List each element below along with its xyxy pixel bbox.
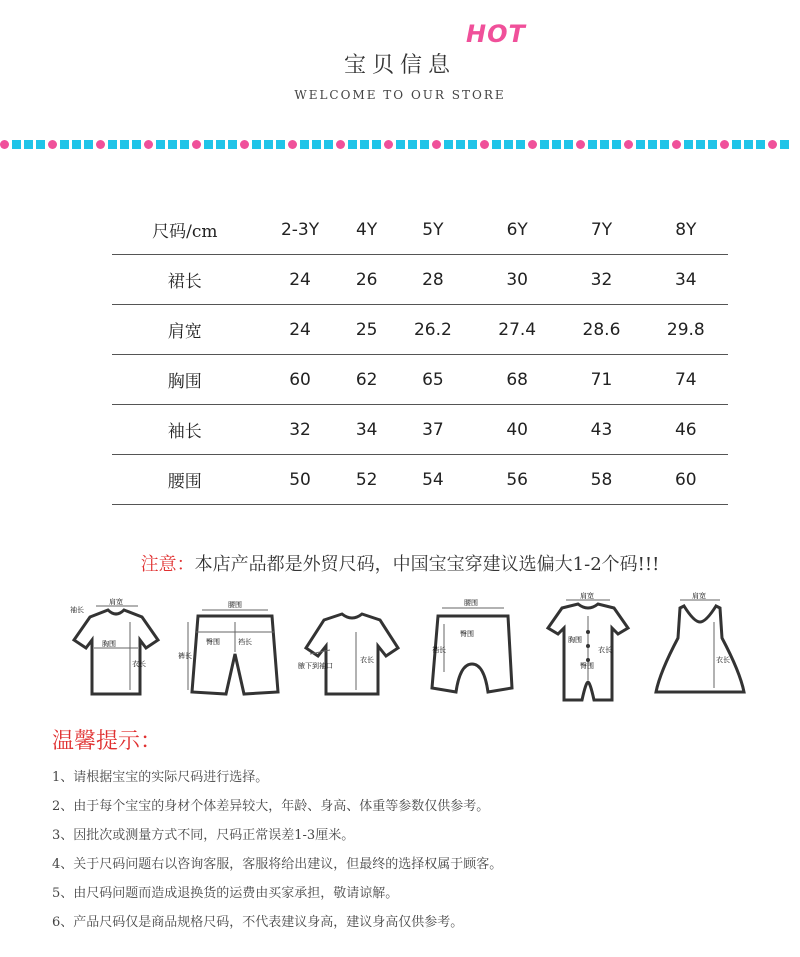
size-table-row-label: 袖长 (112, 405, 258, 455)
divider-dot (228, 140, 237, 149)
label-inseam: 裆长 (238, 638, 252, 646)
tip-item: 1、请根据宝宝的实际尺码进行选择。 (52, 770, 269, 785)
divider-dot (684, 140, 693, 149)
divider-dot (84, 140, 93, 149)
size-table-cell: 74 (644, 355, 728, 405)
divider-dot (0, 140, 9, 149)
divider-dot (612, 140, 621, 149)
size-table-cell: 27.4 (475, 305, 559, 355)
size-table-cell: 54 (391, 455, 475, 505)
size-table-cell: 26.2 (391, 305, 475, 355)
size-table-cell: 8Y (644, 205, 728, 255)
divider-dot (240, 140, 249, 149)
page-title: 宝贝信息 (343, 53, 456, 78)
size-table-row (112, 405, 728, 455)
divider-dot (336, 140, 345, 149)
divider-dot (276, 140, 285, 149)
size-table-row (112, 305, 728, 355)
divider-dot (396, 140, 405, 149)
size-table-cell: 7Y (559, 205, 643, 255)
label-chest: 胸围 (102, 640, 116, 648)
label-dress-shoulder: 肩宽 (692, 592, 706, 600)
divider-dot (456, 140, 465, 149)
shorts-figure (178, 592, 290, 704)
label-romper-length: 衣长 (598, 646, 612, 654)
hot-badge: HOT (466, 20, 526, 48)
size-table-cell: 50 (258, 455, 343, 505)
note-label: 注意： (140, 554, 195, 575)
tshirt-figure (60, 592, 172, 704)
size-table-cell: 60 (644, 455, 728, 505)
divider-dot (696, 140, 705, 149)
divider-dot (588, 140, 597, 149)
size-table-cell: 32 (559, 255, 643, 305)
divider-dot (12, 140, 21, 149)
divider-dot (180, 140, 189, 149)
label-dress-length: 衣长 (716, 656, 730, 664)
divider-dot (204, 140, 213, 149)
divider-dot (480, 140, 489, 149)
size-table-cell: 62 (343, 355, 391, 405)
divider-dot (60, 140, 69, 149)
divider-dot (264, 140, 273, 149)
divider-dot (372, 140, 381, 149)
label-length: 衣长 (132, 660, 146, 668)
size-table-cell: 46 (644, 405, 728, 455)
label-raglan-length: 衣长 (360, 656, 374, 664)
size-table-row-label: 胸围 (112, 355, 258, 405)
size-table-cell: 25 (343, 305, 391, 355)
divider-dot (648, 140, 657, 149)
divider-dot (564, 140, 573, 149)
divider-dot (504, 140, 513, 149)
size-table-row-label: 肩宽 (112, 305, 258, 355)
divider-dot (780, 140, 789, 149)
divider-dot (72, 140, 81, 149)
measurement-figures (50, 592, 750, 707)
size-table-row-label: 尺码/cm (112, 205, 258, 255)
divider-dot (252, 140, 261, 149)
label-romper-waist: 腰围 (464, 599, 478, 607)
divider-dot (732, 140, 741, 149)
size-table-cell: 43 (559, 405, 643, 455)
size-table-cell: 32 (258, 405, 343, 455)
divider-dot (168, 140, 177, 149)
label-waist: 腰围 (228, 601, 242, 609)
size-table-cell: 60 (258, 355, 343, 405)
label-shoulder: 肩宽 (109, 598, 123, 606)
romper-figure (532, 592, 644, 707)
divider-dot (744, 140, 753, 149)
divider-dot (384, 140, 393, 149)
divider-dot (708, 140, 717, 149)
size-table (112, 205, 728, 505)
size-table-cell: 58 (559, 455, 643, 505)
divider-dot (720, 140, 729, 149)
divider-dot (420, 140, 429, 149)
divider-dot (24, 140, 33, 149)
divider-dot (756, 140, 765, 149)
dotted-divider (0, 140, 800, 152)
size-table-cell: 30 (475, 255, 559, 305)
size-table-cell: 65 (391, 355, 475, 405)
divider-dot (120, 140, 129, 149)
label-romper-hip2: 臀围 (580, 662, 594, 670)
divider-dot (156, 140, 165, 149)
divider-dot (108, 140, 117, 149)
size-table-row (112, 355, 728, 405)
divider-dot (636, 140, 645, 149)
size-table-cell: 2-3Y (258, 205, 343, 255)
size-table-cell: 24 (258, 255, 343, 305)
size-table-cell: 34 (644, 255, 728, 305)
tip-item: 2、由于每个宝宝的身材个体差异较大，年龄、身高、体重等参数仅供参考。 (52, 799, 490, 814)
label-sleeve: 袖长 (70, 606, 84, 614)
size-table-cell: 52 (343, 455, 391, 505)
divider-dot (144, 140, 153, 149)
label-romper-hip: 臀围 (460, 630, 474, 638)
size-table-cell: 40 (475, 405, 559, 455)
size-table-cell: 56 (475, 455, 559, 505)
size-table-header-row (112, 205, 728, 255)
size-table-row-label: 裙长 (112, 255, 258, 305)
label-hip: 臀围 (206, 638, 220, 646)
tip-item: 3、因批次或测量方式不同，尺码正常误差1-3厘米。 (52, 828, 355, 843)
size-table-cell: 68 (475, 355, 559, 405)
label-romper-shoulder: 肩宽 (580, 592, 594, 600)
label-romper-rise: 裆长 (432, 646, 446, 654)
divider-dot (288, 140, 297, 149)
tip-item: 6、产品尺码仅是商品规格尺码，不代表建议身高，建议身高仅供参考。 (52, 915, 464, 930)
divider-dot (192, 140, 201, 149)
tips-list (52, 768, 772, 942)
tip-item: 5、由尺码问题而造成退换货的运费由买家承担，敬请谅解。 (52, 886, 399, 901)
divider-dot (348, 140, 357, 149)
label-underarm: 腋下到袖口 (298, 662, 333, 670)
tip-item: 4、关于尺码问题右以咨询客服，客服将给出建议，但最终的选择权属于顾客。 (52, 857, 503, 872)
tips-title: 温馨提示： (52, 729, 163, 754)
divider-dot (528, 140, 537, 149)
size-table-cell: 5Y (391, 205, 475, 255)
note-text: 本店产品都是外贸尺码，中国宝宝穿建议选偏大1-2个码!!! (194, 554, 660, 575)
size-table-cell: 4Y (343, 205, 391, 255)
divider-dot (432, 140, 441, 149)
raglan-figure (296, 592, 408, 704)
divider-dot (48, 140, 57, 149)
divider-dot (540, 140, 549, 149)
romper-short-figure (414, 592, 526, 704)
size-table-cell: 34 (343, 405, 391, 455)
divider-dot (324, 140, 333, 149)
label-romper-chest: 胸围 (568, 636, 582, 644)
page-subtitle: WELCOME TO OUR STORE (294, 88, 506, 102)
divider-dot (312, 140, 321, 149)
size-table-cell: 71 (559, 355, 643, 405)
divider-dot (468, 140, 477, 149)
dress-figure (650, 592, 750, 704)
divider-dot (576, 140, 585, 149)
size-table-cell: 29.8 (644, 305, 728, 355)
size-note (0, 550, 800, 576)
size-table-cell: 37 (391, 405, 475, 455)
divider-dot (672, 140, 681, 149)
divider-dot (96, 140, 105, 149)
size-table-cell: 28 (391, 255, 475, 305)
divider-dot (132, 140, 141, 149)
size-table-cell: 6Y (475, 205, 559, 255)
divider-dot (660, 140, 669, 149)
size-table-cell: 26 (343, 255, 391, 305)
size-table-cell: 28.6 (559, 305, 643, 355)
divider-dot (600, 140, 609, 149)
divider-dot (768, 140, 777, 149)
divider-dot (300, 140, 309, 149)
divider-dot (444, 140, 453, 149)
divider-dot (552, 140, 561, 149)
label-pants-length: 裤长 (178, 652, 192, 660)
divider-dot (624, 140, 633, 149)
size-table-row (112, 255, 728, 305)
divider-dot (408, 140, 417, 149)
divider-dot (36, 140, 45, 149)
divider-dot (216, 140, 225, 149)
size-table-row-label: 腰围 (112, 455, 258, 505)
size-table-row (112, 455, 728, 505)
divider-dot (516, 140, 525, 149)
divider-dot (492, 140, 501, 149)
divider-dot (360, 140, 369, 149)
size-table-cell: 24 (258, 305, 343, 355)
